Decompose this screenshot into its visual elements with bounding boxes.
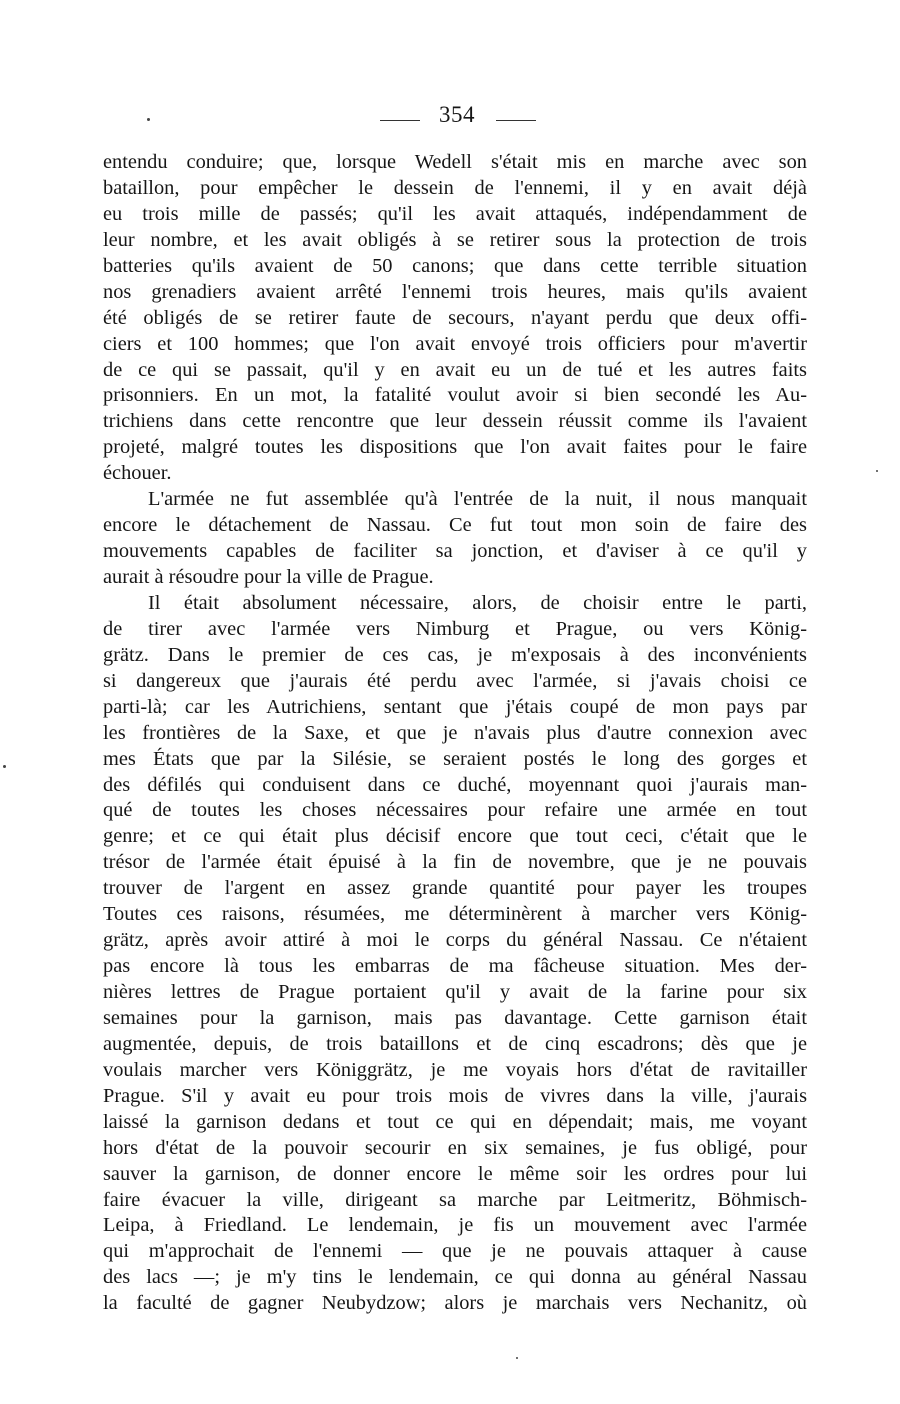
page-number: 354 — [439, 102, 475, 127]
text-line: trichiens dans cette rencontre que leur dessein réussit comme ils l'avaient — [103, 410, 807, 433]
text-line: des lacs —; je m'y tins le lendemain, ce qui donna au général Nassau — [103, 1266, 807, 1289]
text-line: prisonniers. En un mot, la fatalité voulut avoir si bien secondé les Au- — [103, 384, 807, 407]
text-line: ciers et 100 hommes; que l'on avait envoyé trois officiers pour m'avertir — [103, 332, 807, 355]
text-line: de tirer avec l'armée vers Nimburg et Prague, ou vers König- — [103, 617, 807, 640]
text-line: laissé la garnison dedans et tout ce qui en dépendait; mais, me voyant — [103, 1110, 807, 1133]
text-line: Leipa, à Friedland. Le lendemain, je fis un mouvement avec l'armée — [103, 1214, 807, 1237]
text-line: Toutes ces raisons, résumées, me déterminèrent à marcher vers König- — [103, 903, 807, 926]
text-line: grätz. Dans le premier de ces cas, je m'exposais à des inconvénients — [103, 643, 807, 666]
text-line: les frontières de la Saxe, et que je n'avais plus d'autre connexion avec — [103, 721, 807, 744]
text-line: hors d'état de la pouvoir secourir en six semaines, je fus obligé, pour — [103, 1136, 807, 1159]
text-line: parti-là; car les Autrichiens, sentant que j'étais coupé de mon pays par — [103, 695, 807, 718]
text-line: trésor de l'armée était épuisé à la fin de novembre, que je ne pouvais — [103, 851, 807, 874]
text-line: des défilés qui conduisent dans ce duché, moyennant quoi j'aurais man- — [103, 773, 807, 796]
text-line: si dangereux que j'aurais été perdu avec l'armée, si j'avais choisi ce — [103, 669, 807, 692]
print-speck — [147, 118, 150, 121]
print-speck — [516, 1357, 518, 1359]
header-rule-right — [496, 120, 536, 121]
text-line: sauver la garnison, de donner encore le même soir les ordres pour lui — [103, 1162, 807, 1185]
text-line: bataillon, pour empêcher le dessein de l'ennemi, il y en avait déjà — [103, 176, 807, 199]
text-line: genre; et ce qui était plus décisif encore que tout ceci, c'était que le — [103, 825, 807, 848]
text-line: voulais marcher vers Königgrätz, je me voyais hors d'état de ravitailler — [103, 1058, 807, 1081]
text-line: projeté, malgré toutes les dispositions que l'on avait faites pour le faire — [103, 436, 807, 459]
text-line: de ce qui se passait, qu'il y en avait eu un de tué et les autres faits — [103, 358, 807, 381]
text-line: été obligés de se retirer faute de secours, n'ayant perdu que deux offi- — [103, 306, 807, 329]
text-line: eu trois mille de passés; qu'il les avait attaqués, indépendamment de — [103, 202, 807, 225]
text-line: encore le détachement de Nassau. Ce fut tout mon soin de faire des — [103, 514, 807, 537]
text-line: batteries qu'ils avaient de 50 canons; que dans cette terrible situation — [103, 254, 807, 277]
print-speck — [3, 765, 6, 768]
text-line: pas encore là tous les embarras de ma fâcheuse situation. Mes der- — [103, 955, 807, 978]
text-line: mouvements capables de faciliter sa jonction, et d'aviser à ce qu'il y — [103, 540, 807, 563]
text-line: entendu conduire; que, lorsque Wedell s'était mis en marche avec son — [103, 151, 807, 173]
text-line: la faculté de gagner Neubydzow; alors je marchais vers Nechanitz, où — [103, 1292, 807, 1315]
text-line: Il était absolument nécessaire, alors, de choisir entre le parti, — [148, 591, 807, 614]
text-line: faire évacuer la ville, dirigeant sa marche par Leitmeritz, Böhmisch- — [103, 1188, 807, 1211]
body-text — [103, 150, 807, 1317]
text-line: L'armée ne fut assemblée qu'à l'entrée de la nuit, il nous manquait — [148, 488, 807, 511]
text-line: semaines pour la garnison, mais pas davantage. Cette garnison était — [103, 1006, 807, 1029]
text-line: nières lettres de Prague portaient qu'il y avait de la farine pour six — [103, 981, 807, 1003]
print-speck — [876, 470, 878, 472]
text-line: leur nombre, et les avait obligés à se retirer sous la protection de trois — [103, 228, 807, 251]
text-line: qué de toutes les choses nécessaires pour refaire une armée en tout — [103, 799, 807, 822]
text-line: augmentée, depuis, de trois bataillons et de cinq escadrons; dès que je — [103, 1032, 807, 1055]
text-line: échouer. — [103, 462, 172, 485]
text-line: mes États que par la Silésie, se seraient postés le long des gorges et — [103, 747, 807, 770]
text-line: nos grenadiers avaient arrêté l'ennemi trois heures, mais qu'ils avaient — [103, 280, 807, 303]
text-line: aurait à résoudre pour la ville de Prague. — [103, 566, 434, 588]
text-line: grätz, après avoir attiré à moi le corps du général Nassau. Ce n'étaient — [103, 929, 807, 952]
header-rule-left — [380, 120, 420, 121]
page-header — [0, 98, 900, 138]
text-line: trouver de l'argent en assez grande quantité pour payer les troupes — [103, 877, 807, 900]
text-line: qui m'approchait de l'ennemi — que je ne pouvais attaquer à cause — [103, 1240, 807, 1263]
text-line: Prague. S'il y avait eu pour trois mois de vivres dans la ville, j'aurais — [103, 1084, 807, 1107]
